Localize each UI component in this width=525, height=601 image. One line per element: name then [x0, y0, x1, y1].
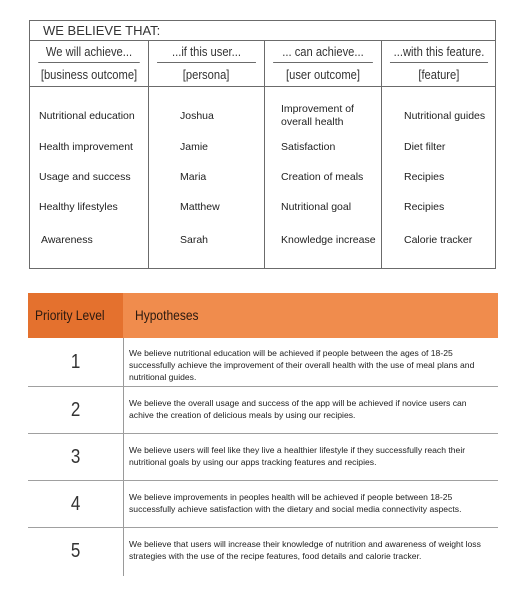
- hypothesis-text: We believe improvements in peoples health will be achieved if people between 18-25 successfully achieve satisfaction with the dietary and social media connectivity aspects.: [129, 492, 462, 514]
- cell: Knowledge increase: [281, 234, 376, 246]
- priority-number: 2: [70, 399, 81, 421]
- cell: Nutritional goal: [281, 201, 352, 213]
- table-row: [28, 434, 498, 480]
- column-header: ... can achieve...: [273, 41, 373, 63]
- cell: Diet filter: [404, 141, 446, 153]
- cell: Nutritional guides: [404, 110, 486, 122]
- column-subheader: [feature]: [382, 63, 496, 87]
- table-row: [28, 481, 498, 527]
- column-user-outcome: [264, 41, 381, 268]
- priority-level-header: Priority Level: [28, 293, 123, 338]
- cell: Nutritional education: [39, 110, 135, 122]
- cell: Creation of meals: [281, 171, 364, 183]
- table-row: [28, 387, 498, 433]
- table-row: [28, 528, 498, 574]
- believe-title: WE BELIEVE THAT:: [30, 21, 495, 41]
- column-feature: [381, 41, 496, 268]
- cell: Satisfaction: [281, 141, 336, 153]
- column-subheader: [persona]: [149, 63, 264, 87]
- column-persona: [148, 41, 264, 268]
- cell: Joshua: [180, 110, 214, 122]
- column-header: ...if this user...: [157, 41, 256, 63]
- cell: Improvement of overall health: [281, 103, 354, 128]
- cell: Health improvement: [39, 141, 133, 153]
- hypothesis-text: We believe the overall usage and success of the app will be achieved if novice users can achive the creation of delicious meals by using our recipies.: [129, 398, 467, 420]
- priority-number: 4: [70, 493, 81, 515]
- believe-table: [29, 20, 496, 269]
- priority-number: 5: [70, 540, 81, 562]
- cell: Jamie: [180, 141, 209, 153]
- column-subheader: [business outcome]: [30, 63, 148, 87]
- priority-table: [28, 293, 498, 576]
- priority-number: 3: [70, 446, 81, 468]
- hypothesis-text: We believe that users will increase their knowledge of nutrition and awareness of weight loss strategies with the use of the recipe features, food details and calorie tracker.: [129, 539, 481, 561]
- cell: Healthy lifestyles: [39, 201, 118, 213]
- column-business-outcome: [30, 41, 148, 268]
- column-header: We will achieve...: [38, 41, 139, 63]
- cell: Matthew: [180, 201, 220, 213]
- priority-number: 1: [70, 351, 81, 373]
- column-header: ...with this feature.: [390, 41, 488, 63]
- cell: Usage and success: [39, 171, 131, 183]
- cell: Recipies: [404, 171, 445, 183]
- cell: Maria: [180, 171, 207, 183]
- column-subheader: [user outcome]: [265, 63, 381, 87]
- cell: Recipies: [404, 201, 445, 213]
- cell: Calorie tracker: [404, 234, 473, 246]
- cell: Sarah: [180, 234, 209, 246]
- hypothesis-text: We believe nutritional education will be achieved if people between the ages of 18-25 successfully achieve the improvement of their overall health with the use of meal plans and nutritional guides.: [129, 348, 475, 382]
- table-row: [28, 339, 498, 385]
- hypotheses-header: Hypotheses: [123, 293, 498, 338]
- cell: Awareness: [41, 234, 93, 246]
- hypothesis-text: We believe users will feel like they live a healthier lifestyle if they successfully reach their nutritional goals by using our apps tracking features and recipies.: [129, 445, 466, 467]
